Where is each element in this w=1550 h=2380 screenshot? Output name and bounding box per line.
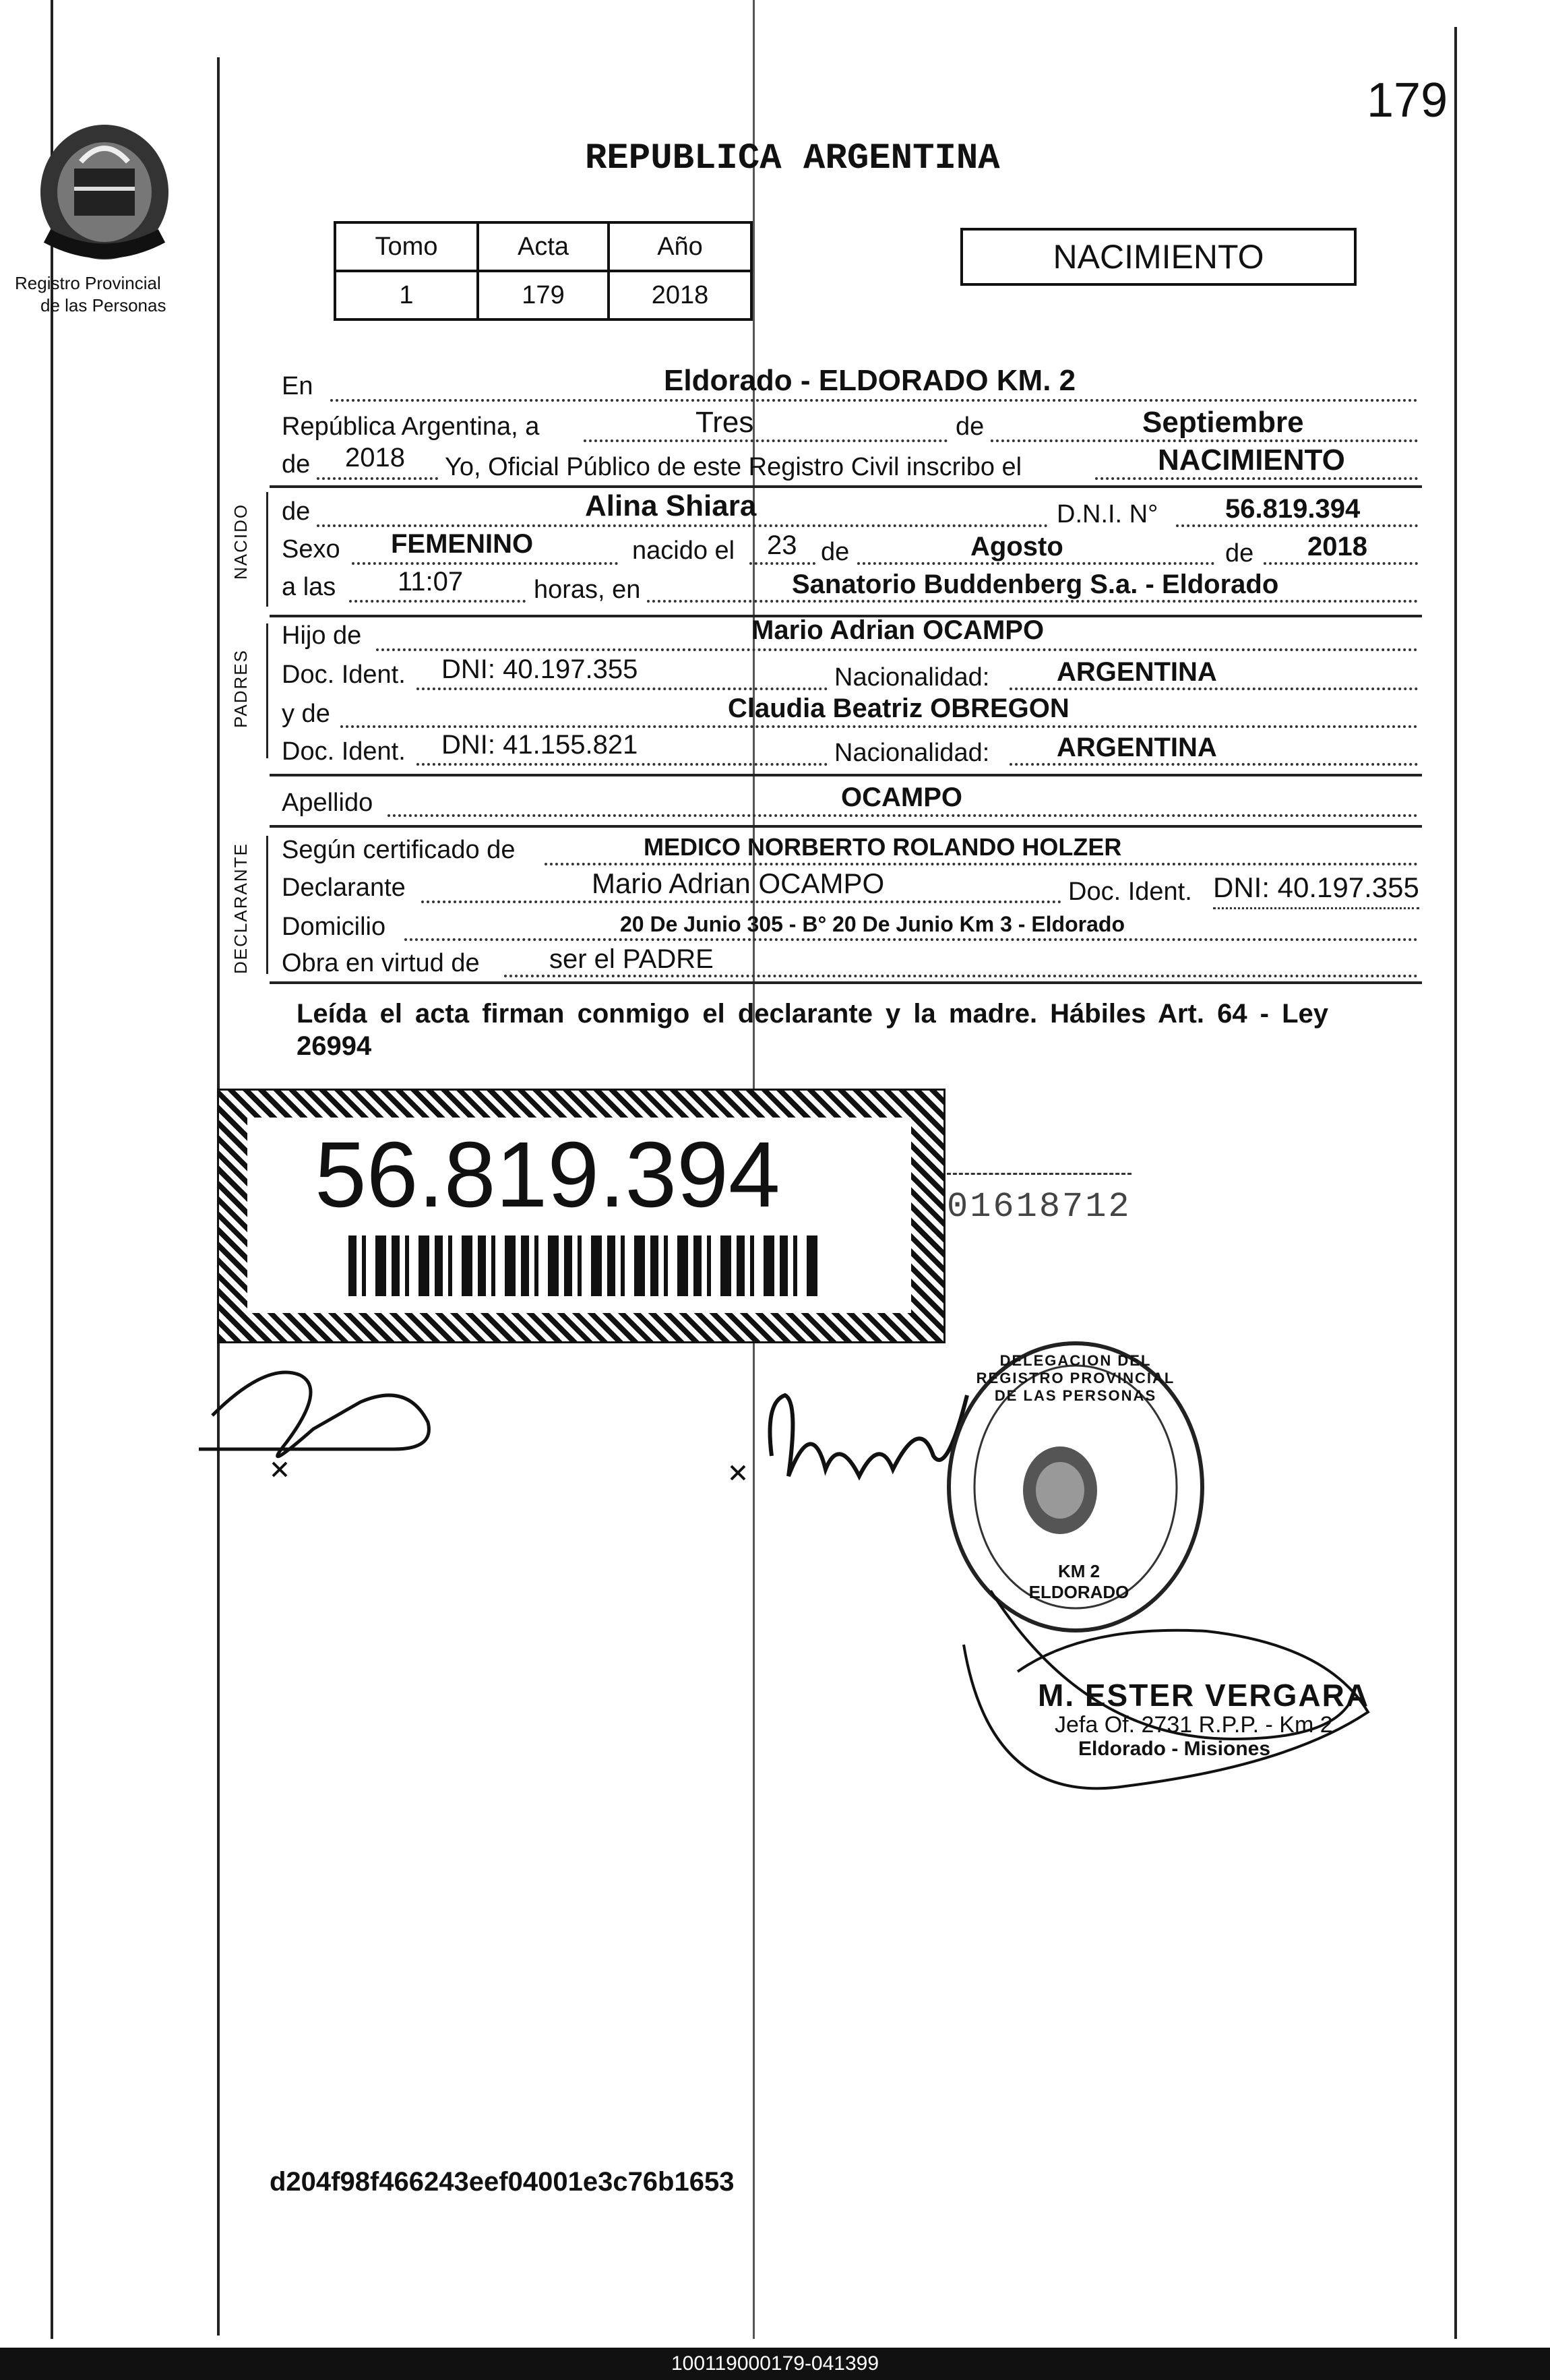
birth-place: Sanatorio Buddenberg S.a. - Eldorado <box>792 570 1279 599</box>
horas-en-label: horas, en <box>534 576 641 604</box>
mother-name: Claudia Beatriz OBREGON <box>728 694 1070 723</box>
dni-label: D.N.I. N° <box>1057 500 1158 528</box>
country-title: REPUBLICA ARGENTINA <box>585 138 1000 179</box>
certificado-label: Según certificado de <box>282 836 516 864</box>
y-de-label: y de <box>282 700 330 728</box>
section-rule-3 <box>270 774 1422 776</box>
serial-number: 01618712 <box>947 1187 1132 1227</box>
mother-dni: DNI: 41.155.821 <box>441 730 638 760</box>
apellido-label: Apellido <box>282 789 373 817</box>
child-dni: 56.819.394 <box>1225 494 1361 524</box>
sticker-barcode <box>348 1235 820 1296</box>
officer-title: Jefa Of. 2731 R.P.P. - Km 2 <box>1055 1712 1333 1738</box>
nacido-el-label: nacido el <box>632 537 735 565</box>
registry-name-line2: de las Personas <box>40 295 166 315</box>
place-value: Eldorado - ELDORADO KM. 2 <box>664 364 1076 397</box>
birth-hour: 11:07 <box>398 567 464 597</box>
obra-label: Obra en virtud de <box>282 949 480 977</box>
page-number: 179 <box>1367 73 1448 127</box>
declarante-value: Mario Adrian OCAMPO <box>592 867 885 899</box>
day-value: Tres <box>695 406 754 439</box>
footer-code: 100119000179-041399 <box>671 2352 879 2375</box>
stamp-ring-text: DELEGACION DEL REGISTRO PROVINCIAL DE LAS PERSONAS <box>976 1352 1175 1404</box>
mother-nationality-label: Nacionalidad: <box>834 739 990 767</box>
republica-label: República Argentina, a <box>282 413 540 441</box>
doc-type-box <box>960 228 1357 286</box>
certificado-value: MEDICO NORBERTO ROLANDO HOLZER <box>644 833 1122 861</box>
year-value: 2018 <box>345 443 405 472</box>
stamp-inner-text: KM 2 ELDORADO <box>1028 1561 1129 1602</box>
mother-nationality: ARGENTINA <box>1057 733 1217 762</box>
provincial-seal <box>34 121 175 270</box>
left-margin-line <box>51 0 53 2339</box>
year-dots <box>317 477 438 480</box>
officer-name: M. ESTER VERGARA <box>1038 1678 1370 1713</box>
a-las-label: a las <box>282 573 336 601</box>
father-nationality: ARGENTINA <box>1057 657 1217 687</box>
father-doc-label: Doc. Ident. <box>282 661 406 689</box>
acta-header: Acta <box>478 222 609 271</box>
father-nationality-label: Nacionalidad: <box>834 663 990 692</box>
mother-doc-label: Doc. Ident. <box>282 737 406 766</box>
sexo-value: FEMENINO <box>391 529 534 559</box>
birth-month: Agosto <box>970 532 1063 561</box>
de-label-4: de <box>1225 539 1254 568</box>
dni-sticker <box>217 1089 946 1343</box>
statement-text: Yo, Oficial Público de este Registro Civil inscribo el <box>445 453 1022 481</box>
nacido-bracket <box>266 492 268 607</box>
de-label-1: de <box>956 413 985 441</box>
section-rule-1 <box>270 485 1422 488</box>
right-signature <box>724 1375 981 1503</box>
officer-place: Eldorado - Misiones <box>1078 1738 1271 1760</box>
de-label-3: de <box>821 538 850 566</box>
en-label: En <box>282 372 313 400</box>
acta-value: 179 <box>478 271 609 319</box>
apellido-value: OCAMPO <box>841 783 962 812</box>
right-margin-line <box>1454 27 1457 2339</box>
left-signature <box>185 1348 502 1490</box>
nacido-de-label: de <box>282 497 311 526</box>
registry-name-line1: Registro Provincial <box>15 273 161 293</box>
section-rule-5 <box>270 981 1422 984</box>
father-name: Mario Adrian OCAMPO <box>751 615 1045 645</box>
birth-year: 2018 <box>1307 532 1367 561</box>
document-hash: d204f98f466243eef04001e3c76b1653 <box>270 2167 735 2197</box>
serial-label <box>947 1173 1132 1227</box>
sticker-number: 56.819.394 <box>315 1123 780 1227</box>
closing-text: Leída el acta firman conmigo el declarante y la madre. Hábiles Art. 64 - Ley 26994 <box>297 999 1329 1061</box>
anio-header: Año <box>609 222 751 271</box>
event-value: NACIMIENTO <box>1158 444 1345 477</box>
padres-bracket <box>266 623 268 758</box>
obra-value: ser el PADRE <box>549 944 714 974</box>
declarante-section-label: DECLARANTE <box>230 843 251 974</box>
month-value: Septiembre <box>1142 406 1304 439</box>
declarante-doc-label: Doc. Ident. <box>1068 878 1192 906</box>
sticker-inner <box>247 1118 911 1313</box>
de-label-2: de <box>282 450 311 479</box>
tomo-acta-table <box>334 221 753 321</box>
footer-bar <box>0 2348 1550 2380</box>
declarante-label: Declarante <box>282 874 406 902</box>
tomo-value: 1 <box>335 271 478 319</box>
tomo-header: Tomo <box>335 222 478 271</box>
domicilio-label: Domicilio <box>282 913 386 941</box>
child-name: Alina Shiara <box>585 489 757 522</box>
father-dni: DNI: 40.197.355 <box>441 654 638 684</box>
domicilio-value: 20 De Junio 305 - B° 20 De Junio Km 3 - Eldorado <box>620 912 1125 936</box>
doc-type-label: NACIMIENTO <box>1053 238 1264 276</box>
sexo-label: Sexo <box>282 535 340 563</box>
hijo-de-label: Hijo de <box>282 621 362 650</box>
anio-value: 2018 <box>609 271 751 319</box>
nacido-section-label: NACIDO <box>230 503 251 580</box>
declarante-bracket <box>266 836 268 974</box>
declarante-dni: DNI: 40.197.355 <box>1213 868 1419 909</box>
day-dots <box>584 439 948 442</box>
padres-section-label: PADRES <box>230 649 251 728</box>
birth-day: 23 <box>767 530 797 560</box>
